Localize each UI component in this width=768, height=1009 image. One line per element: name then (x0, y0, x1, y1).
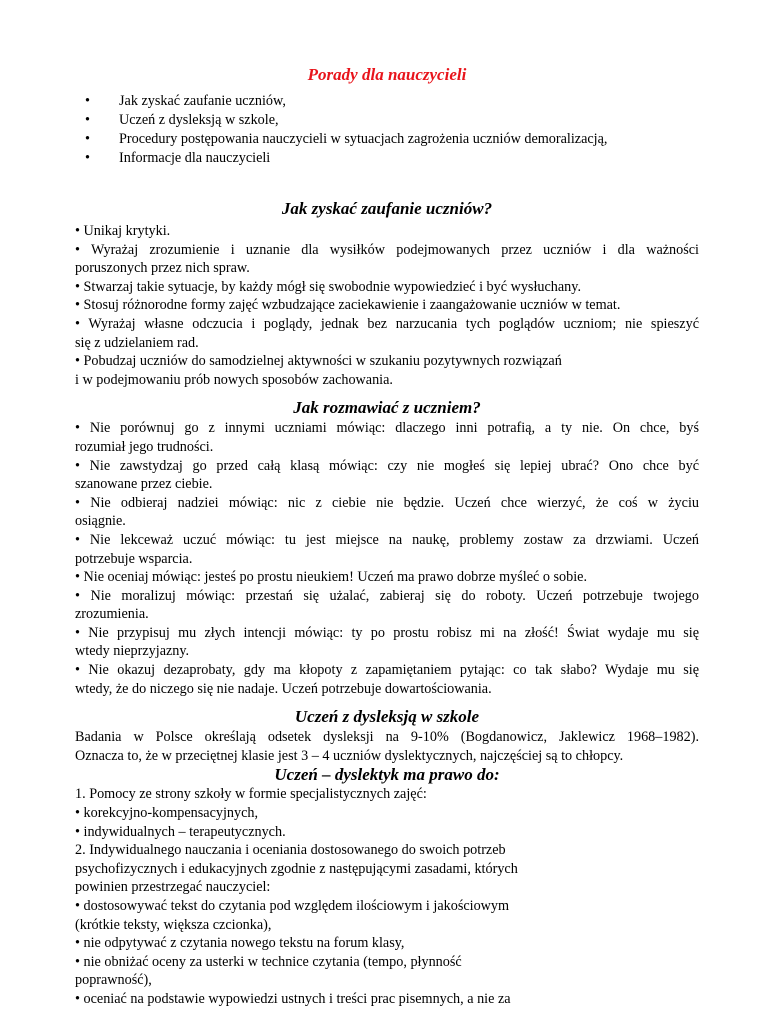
section-heading-trust: Jak zyskać zaufanie uczniów? (281, 199, 493, 218)
text-line: • dostosowywać tekst do czytania pod względem ilościowym i jakościowym (75, 898, 510, 914)
text-line: • korekcyjno-kompensacyjnych, (75, 805, 259, 822)
section-talk-body (75, 419, 699, 698)
text-line: rozumiał jego trudności. (75, 438, 214, 455)
text-line: poprawność), (75, 972, 152, 989)
text-line: • oceniać na podstawie wypowiedzi ustnych i treści prac pisemnych, a nie za (75, 990, 511, 1007)
text-line: • Nie zawstydzaj go przed całą klasą mówiąc: czy nie mogłeś się lepiej ubrać? Ono chce być (75, 457, 699, 474)
section-heading-rights: Uczeń – dyslektyk ma prawo do: (274, 765, 500, 785)
text-line: • Nie lekceważ uczuć mówiąc: tu jest miejsce na naukę, problemy zostaw za drzwiami. Uczeń (75, 531, 699, 548)
toc-list (75, 92, 699, 168)
section-heading-dyslexia: Uczeń z dysleksją w szkole (294, 707, 480, 727)
text-line: wtedy, że do niczego się nie nadaje. Uczeń potrzebuje dowartościowania. (75, 680, 492, 697)
text-line: i w podejmowaniu prób nowych sposobów zachowania. (75, 371, 393, 388)
text-line: się z udzielaniem rad. (75, 334, 199, 351)
text-line: • nie odpytywać z czytania nowego tekstu na forum klasy, (75, 935, 405, 952)
text-line: • Pobudzaj uczniów do samodzielnej aktywności w szukaniu pozytywnych rozwiązań (75, 353, 562, 370)
bullet-icon: • (85, 93, 90, 109)
text-line: (krótkie teksty, większa czcionka), (75, 916, 272, 933)
toc-item: • Procedury postępowania nauczycieli w sytuacjach zagrożenia uczniów demoralizacją, (85, 131, 608, 147)
text-line: zrozumienia. (75, 606, 149, 623)
text-line: Badania w Polsce określają odsetek dysleksji na 9-10% (Bogdanowicz, Jaklewicz 1968–1982). (75, 729, 699, 746)
bullet-icon: • (85, 131, 90, 147)
text-line: psychofizycznych i edukacyjnych zgodnie z następującymi zasadami, których (75, 860, 518, 877)
text-line: Oznacza to, że w przeciętnej klasie jest 3 – 4 uczniów dyslektycznych, najczęściej są to chłopcy. (75, 747, 624, 764)
text-line: powinien przestrzegać nauczyciel: (75, 879, 271, 896)
text-line: • Stwarzaj takie sytuacje, by każdy mógł się swobodnie wypowiedzieć i być wysłuchany. (75, 278, 581, 295)
section-rights-body (75, 785, 699, 1008)
bullet-icon: • (85, 112, 90, 128)
section-dyslexia-body (75, 728, 699, 765)
section-heading-talk: Jak rozmawiać z uczniem? (293, 398, 481, 418)
text-line: • Nie oceniaj mówiąc: jesteś po prostu nieukiem! Uczeń ma prawo dobrze myśleć o sobie. (75, 569, 588, 586)
text-line: • nie obniżać oceny za usterki w technice czytania (tempo, płynność (75, 953, 462, 970)
text-line: potrzebuje wsparcia. (75, 550, 193, 567)
text-line: • Nie moralizuj mówiąc: przestań się użalać, zabieraj się do roboty. Uczeń potrzebuje twojego (75, 587, 699, 604)
text-line: • Unikaj krytyki. (75, 223, 171, 239)
toc-item: • Uczeń z dysleksją w szkole, (85, 112, 279, 128)
text-line: osiągnie. (75, 513, 126, 530)
text-line: • Nie odbieraj nadziei mówiąc: nic z ciebie nie będzie. Uczeń chce wierzyć, że coś w życiu (75, 494, 699, 511)
section-trust-body (75, 222, 699, 389)
text-line: • Wyrażaj własne odczucia i poglądy, jednak bez narzucania tych poglądów uczniom; nie spieszyć (75, 315, 699, 332)
page-title: Porady dla nauczycieli (307, 65, 467, 84)
text-line: 1. Pomocy ze strony szkoły w formie specjalistycznych zajęć: (75, 786, 427, 803)
toc-item: • Informacje dla nauczycieli (85, 150, 271, 166)
text-line: wtedy nieprzyjazny. (75, 643, 190, 660)
toc-item: • Jak zyskać zaufanie uczniów, (85, 93, 286, 109)
text-line: • indywidualnych – terapeutycznych. (75, 823, 286, 840)
text-line: • Stosuj różnorodne formy zajęć wzbudzające zaciekawienie i zaangażowanie uczniów w temat. (75, 297, 621, 314)
text-line: • Wyrażaj zrozumienie i uznanie dla wysiłków podejmowanych przez uczniów i dla ważności (75, 241, 699, 258)
document-page (75, 64, 699, 1009)
text-line: 2. Indywidualnego nauczania i oceniania dostosowanego do swoich potrzeb (75, 842, 506, 859)
text-line: szanowane przez ciebie. (75, 476, 213, 493)
text-line: • Nie porównuj go z innymi uczniami mówiąc: dlaczego inni potrafią, a ty nie. On chce, byś (75, 420, 699, 437)
bullet-icon: • (85, 150, 90, 166)
text-line: • Nie przypisuj mu złych intencji mówiąc: ty po prostu robisz mi na złość! Świat wydaje mu się (75, 624, 699, 641)
text-line: poruszonych przez nich spraw. (75, 260, 250, 277)
text-line: • Nie okazuj dezaprobaty, gdy ma kłopoty z zapamiętaniem pytając: co tak słabo? Wydaje mu się (75, 662, 699, 679)
